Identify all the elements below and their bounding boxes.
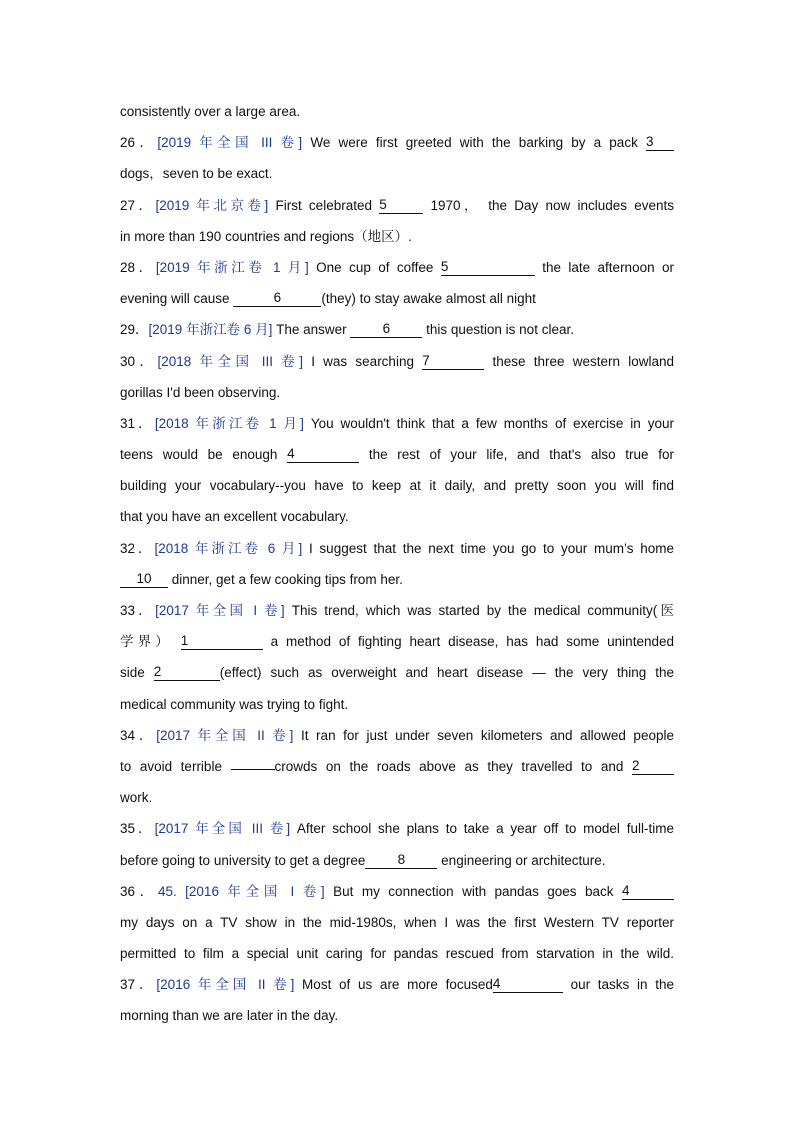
text-segment: 27． bbox=[120, 197, 156, 213]
text-segment: After school she plans to take a year off to model full-time bbox=[290, 821, 674, 837]
text-segment: (effect) such as overweight and heart disease — the very thing the bbox=[219, 665, 674, 681]
text-segment: 34． bbox=[120, 727, 157, 743]
text-segment: 37． bbox=[120, 977, 157, 993]
answer-blank: 3 bbox=[646, 134, 674, 151]
answer-blank: 2 bbox=[154, 664, 220, 681]
text-line bbox=[120, 283, 674, 314]
answer-blank: 2 bbox=[632, 758, 674, 775]
text-segment: 26． bbox=[120, 135, 158, 151]
text-segment: gorillas I'd been observing. bbox=[120, 384, 281, 400]
text-line bbox=[120, 969, 674, 1000]
text-segment: evening will cause bbox=[120, 291, 234, 307]
text-segment: engineering or architecture. bbox=[437, 852, 606, 868]
text-line bbox=[120, 564, 674, 595]
source-tag: [2019 年北京卷] bbox=[155, 197, 269, 213]
text-segment: Most of us are more focused bbox=[294, 977, 493, 993]
source-tag: [2018 年全国 III 卷] bbox=[157, 353, 303, 369]
text-segment: before going to university to get a degree bbox=[120, 852, 366, 868]
text-segment: 学界） bbox=[120, 634, 181, 650]
text-segment: We were first greeted with the barking by a pack bbox=[302, 135, 646, 151]
text-segment: crowds on the roads above as they travelled to and bbox=[274, 758, 632, 774]
answer-blank: 1 bbox=[181, 633, 263, 650]
text-line bbox=[120, 782, 674, 813]
text-segment: 33． bbox=[120, 603, 156, 618]
text-line bbox=[120, 657, 674, 688]
text-segment: You wouldn't think that a few months of exercise in your bbox=[303, 415, 674, 431]
text-line bbox=[120, 408, 674, 439]
answer-blank: 4 bbox=[287, 446, 359, 463]
text-line bbox=[120, 533, 674, 564]
text-line bbox=[120, 252, 674, 283]
text-segment: the rest of your life, and that's also true for bbox=[359, 447, 674, 463]
text-segment: that you have an excellent vocabulary. bbox=[120, 509, 349, 525]
answer-blank: 5 bbox=[441, 259, 535, 276]
text-line bbox=[120, 907, 674, 938]
text-segment: a method of fighting heart disease, has had some unintended bbox=[262, 634, 674, 650]
answer-blank: 4 bbox=[622, 883, 674, 900]
answer-blank: 6 bbox=[233, 290, 321, 307]
text-line bbox=[120, 377, 674, 408]
text-segment: First celebrated bbox=[268, 197, 380, 213]
text-line bbox=[120, 470, 674, 501]
text-segment: building your vocabulary--you have to keep at it daily, and pretty soon you will find bbox=[120, 478, 674, 494]
text-line bbox=[120, 439, 674, 470]
text-line bbox=[120, 595, 674, 626]
text-segment: 29． bbox=[120, 322, 149, 338]
text-segment: in more than 190 countries and regions（地区）. bbox=[120, 228, 412, 244]
source-tag: [2019 年全国 III 卷] bbox=[157, 135, 303, 151]
answer-blank: 4 bbox=[493, 976, 563, 993]
text-segment: dinner, get a few cooking tips from her. bbox=[168, 571, 403, 587]
text-segment: 32． bbox=[120, 540, 155, 556]
source-tag: [2017 年全国 I 卷] bbox=[155, 603, 285, 618]
answer-blank: 8 bbox=[365, 852, 437, 869]
answer-blank bbox=[231, 753, 275, 770]
text-line bbox=[120, 158, 674, 189]
text-line bbox=[120, 96, 674, 127]
source-tag: [2016 年全国 II 卷] bbox=[156, 977, 295, 993]
text-line bbox=[120, 346, 674, 377]
answer-blank: 7 bbox=[422, 353, 484, 370]
text-segment: I suggest that the next time you go to your mum’s home bbox=[302, 540, 674, 556]
text-line bbox=[120, 876, 674, 907]
text-line bbox=[120, 720, 674, 751]
source-tag: [2018 年浙江卷 6 月] bbox=[154, 540, 303, 556]
text-line bbox=[120, 751, 674, 782]
text-segment: work. bbox=[120, 790, 153, 806]
source-tag: 45. [2016 年全国 I 卷] bbox=[157, 883, 325, 899]
text-line bbox=[120, 314, 674, 345]
answer-blank: 6 bbox=[350, 321, 422, 338]
text-segment: One cup of coffee bbox=[308, 259, 441, 275]
text-segment: side bbox=[120, 665, 154, 681]
text-segment: (they) to stay awake almost all night bbox=[321, 291, 536, 307]
text-segment: 31． bbox=[120, 415, 155, 431]
source-tag: [2017 年全国 II 卷] bbox=[156, 727, 294, 743]
source-tag: [2019 年浙江卷 6 月] bbox=[148, 322, 273, 338]
text-segment: these three western lowland bbox=[484, 353, 674, 369]
answer-blank: 10 bbox=[120, 571, 168, 588]
text-segment: 30． bbox=[120, 353, 158, 369]
text-segment: my days on a TV show in the mid-1980s, when I was the first Western TV reporter bbox=[120, 914, 674, 930]
text-line bbox=[120, 626, 674, 657]
text-segment: permitted to film a special unit caring for pandas rescued from starvation in the wild. bbox=[120, 946, 674, 962]
text-line bbox=[120, 190, 674, 221]
source-tag: [2017 年全国 III 卷] bbox=[154, 821, 291, 837]
text-segment: this question is not clear. bbox=[422, 322, 574, 338]
text-segment: teens would be enough bbox=[120, 447, 288, 463]
exercise-page bbox=[120, 96, 674, 1032]
text-segment: 35． bbox=[120, 821, 155, 837]
text-line bbox=[120, 845, 674, 876]
text-line bbox=[120, 127, 674, 158]
text-segment: 1970， the Day now includes events bbox=[423, 197, 674, 213]
source-tag: [2018 年浙江卷 1 月] bbox=[154, 415, 304, 431]
text-segment: 28． bbox=[120, 259, 156, 275]
source-tag: [2019 年浙江卷 1 月] bbox=[155, 259, 309, 275]
text-line bbox=[120, 938, 674, 969]
text-segment: I was searching bbox=[302, 353, 423, 369]
text-line bbox=[120, 1000, 674, 1031]
text-line bbox=[120, 689, 674, 720]
text-segment: 36． bbox=[120, 883, 158, 899]
text-segment: But my connection with pandas goes back bbox=[324, 883, 622, 899]
text-segment: consistently over a large area. bbox=[120, 104, 301, 119]
text-segment: The answer bbox=[272, 322, 351, 338]
text-segment: to avoid terrible bbox=[120, 758, 231, 774]
text-segment: It ran for just under seven kilometers and allowed people bbox=[293, 727, 674, 743]
text-line bbox=[120, 813, 674, 844]
text-segment: dogs，seven to be exact. bbox=[120, 166, 273, 182]
answer-blank: 5 bbox=[379, 197, 423, 214]
text-line bbox=[120, 221, 674, 252]
text-segment: our tasks in the bbox=[562, 977, 674, 993]
text-line bbox=[120, 501, 674, 532]
text-segment: the late afternoon or bbox=[534, 259, 674, 275]
text-segment: morning than we are later in the day. bbox=[120, 1008, 339, 1024]
text-segment: This trend, which was started by the medical community(医 bbox=[284, 603, 674, 618]
text-segment: medical community was trying to fight. bbox=[120, 696, 349, 712]
